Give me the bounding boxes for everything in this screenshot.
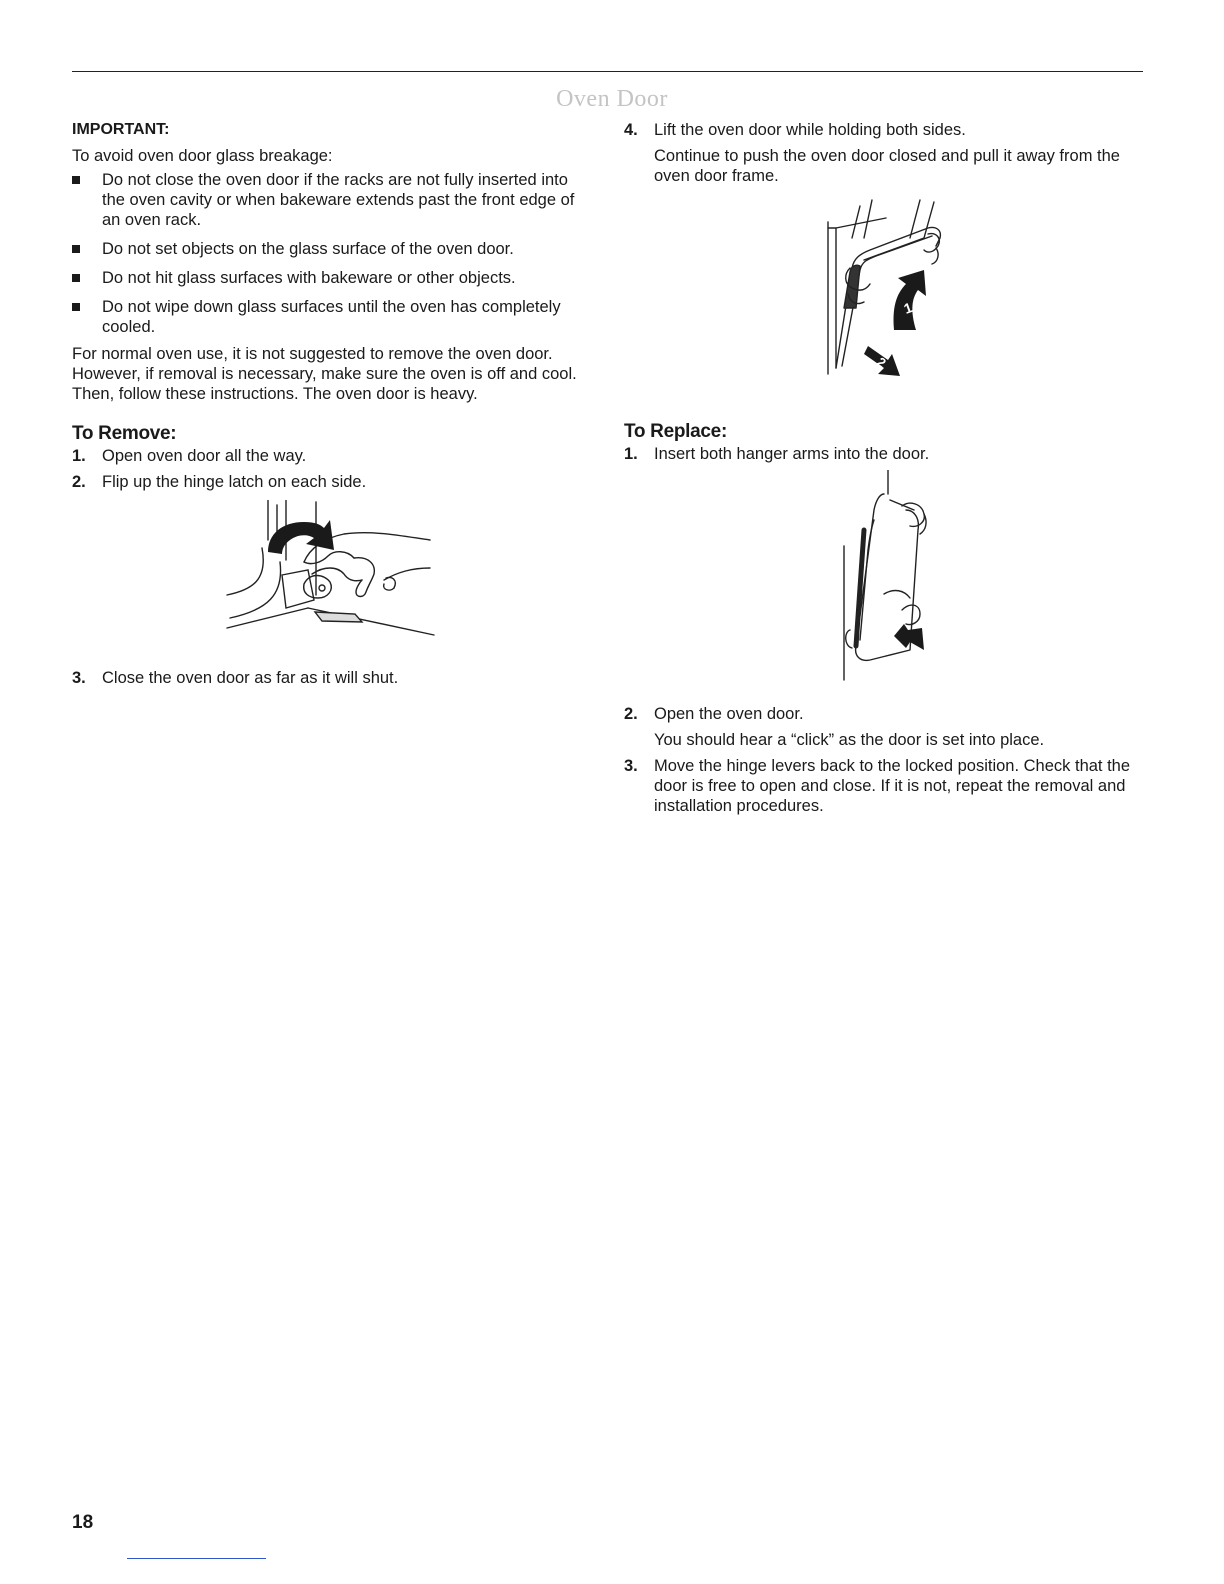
header-rule — [72, 71, 1143, 72]
step-item: 4. Lift the oven door while holding both sides. — [624, 121, 966, 139]
hinge-latch-illustration — [72, 500, 592, 652]
step-item: 3. Move the hinge levers back to the locked position. Check that the door is free to open and close. If it is not, repeat the removal and installation procedures. — [624, 757, 1131, 815]
step-item: 1. Insert both hanger arms into the door. — [624, 445, 930, 463]
right-column — [624, 118, 1144, 822]
step-item: 2. Flip up the hinge latch on each side. — [72, 473, 367, 491]
remove-steps-right — [624, 120, 1144, 140]
step-4-detail: Continue to push the oven door closed and pull it away from the oven door frame. — [654, 147, 1120, 185]
page-title: Oven Door — [556, 86, 668, 112]
remove-heading: To Remove: — [72, 423, 177, 444]
arrow-one-icon — [894, 270, 927, 330]
page-number: 18 — [72, 1512, 94, 1533]
replace-steps-final — [624, 756, 1144, 816]
lift-door-illustration — [624, 198, 1144, 384]
list-item: Do not close the oven door if the racks are not fully inserted into the oven cavity or when bakeware extends past the front edge of an oven rack. — [72, 170, 592, 230]
important-intro: To avoid oven door glass breakage: — [72, 147, 333, 165]
replace-steps — [624, 444, 1144, 464]
bullet-square-icon — [72, 176, 80, 184]
list-item: Do not wipe down glass surfaces until the oven has completely cooled. — [72, 297, 592, 337]
remove-steps-continued — [72, 668, 592, 688]
arrow-one-label: 1 — [901, 299, 915, 317]
list-item: Do not hit glass surfaces with bakeware or other objects. — [72, 268, 592, 288]
bullet-square-icon — [72, 245, 80, 253]
step-item: 2. Open the oven door. — [624, 705, 804, 723]
left-column — [72, 118, 592, 694]
step-item: 1. Open oven door all the way. — [72, 447, 307, 465]
bullet-square-icon — [72, 274, 80, 282]
important-heading: IMPORTANT: — [72, 121, 170, 138]
bullet-square-icon — [72, 303, 80, 311]
list-item: Do not set objects on the glass surface of the oven door. — [72, 239, 592, 259]
curved-arrow-icon — [268, 520, 334, 554]
arrow-two-label: 2 — [874, 354, 889, 371]
removal-note: For normal oven use, it is not suggested to remove the oven door. However, if removal is necessary, make sure the oven is off and cool. Then, follow these instructions. The oven door is heavy. — [72, 345, 577, 403]
footer-rule — [127, 1558, 266, 1559]
step-item: 3. Close the oven door as far as it will shut. — [72, 669, 399, 687]
replace-step-2-detail: You should hear a “click” as the door is set into place. — [654, 731, 1045, 749]
replace-heading: To Replace: — [624, 421, 727, 442]
insert-arrow-icon — [894, 624, 924, 650]
remove-steps — [72, 446, 592, 492]
hanger-arms-illustration — [624, 470, 1144, 684]
replace-steps-continued — [624, 704, 1144, 724]
warning-list — [72, 170, 592, 337]
